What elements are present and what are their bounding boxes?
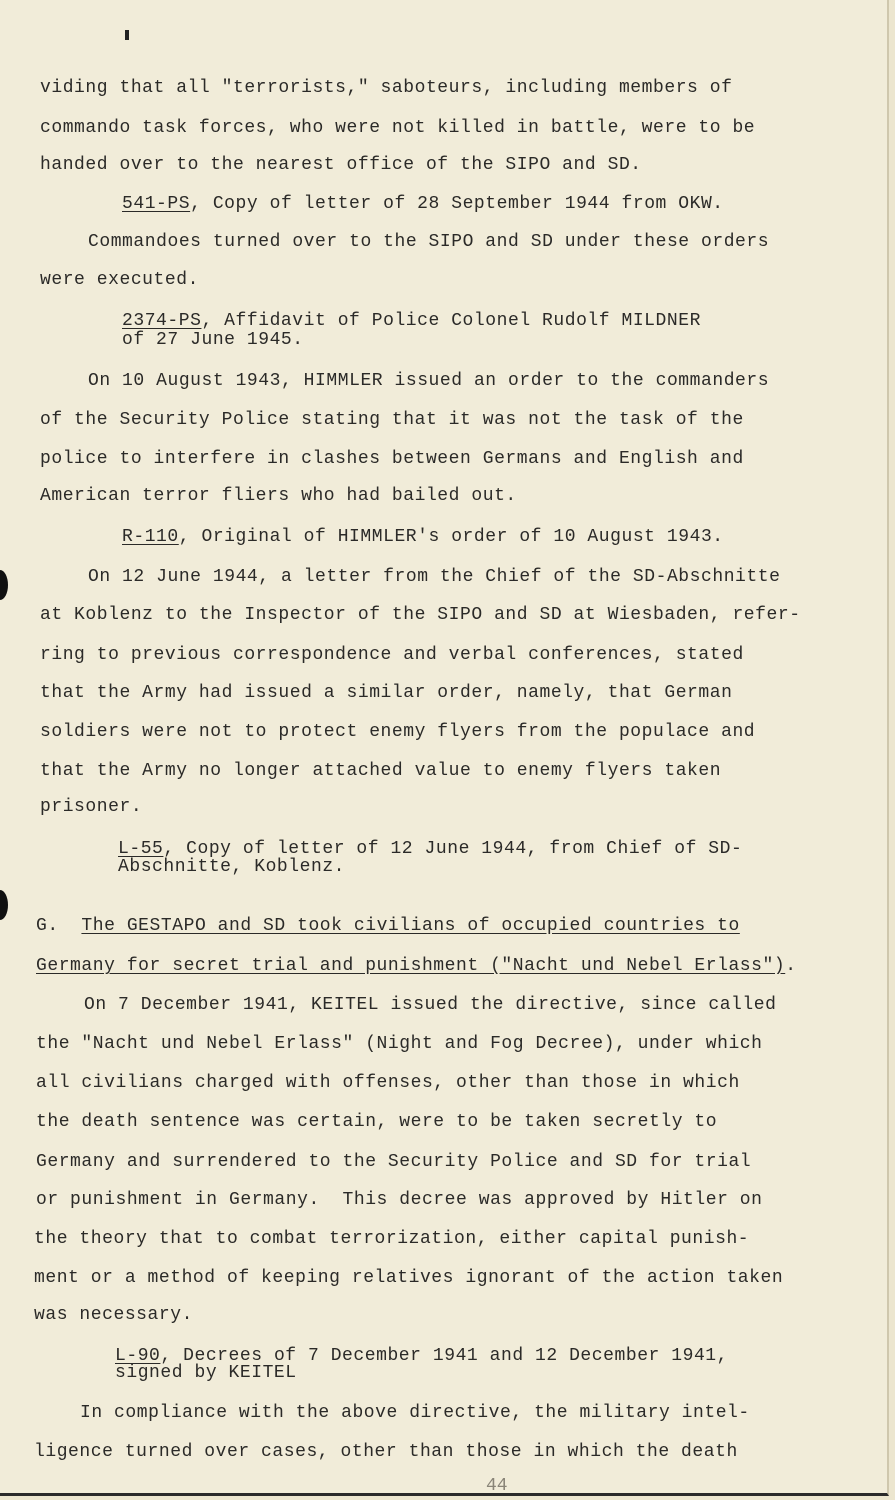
line-text: at Koblenz to the Inspector of the SIPO and SD at Wiesbaden, refer- xyxy=(40,605,801,625)
text-line xyxy=(40,486,517,506)
text-line xyxy=(40,722,755,742)
punch-hole xyxy=(0,890,8,920)
line-text: . xyxy=(785,956,797,976)
line-text: On 12 June 1944, a letter from the Chief of the SD-Abschnitte xyxy=(88,567,781,587)
line-text: prisoner. xyxy=(40,797,143,817)
line-text: , Copy of letter of 28 September 1944 from OKW. xyxy=(190,194,724,214)
line-text: Germany and surrendered to the Security Police and SD for trial xyxy=(36,1152,752,1172)
line-text: ligence turned over cases, other than those in which the death xyxy=(34,1442,738,1462)
text-line xyxy=(88,371,769,391)
text-line xyxy=(36,1112,717,1132)
punch-hole xyxy=(0,570,8,600)
line-text: commando task forces, who were not killed in battle, were to be xyxy=(40,118,756,138)
document-reference: 541-PS xyxy=(122,194,191,214)
line-text: that the Army no longer attached value to enemy flyers taken xyxy=(40,761,722,781)
text-line xyxy=(40,410,744,430)
line-text: ment or a method of keeping relatives ignorant of the action taken xyxy=(34,1268,784,1288)
text-line xyxy=(80,1403,750,1423)
section-heading: Germany for secret trial and punishment ("Nacht und Nebel Erlass") xyxy=(36,956,786,976)
line-text: viding that all "terrorists," saboteurs, including members of xyxy=(40,78,733,98)
text-line xyxy=(122,330,304,350)
line-text: signed by KEITEL xyxy=(115,1363,297,1383)
text-line xyxy=(122,311,701,331)
line-text: handed over to the nearest office of the SIPO and SD. xyxy=(40,155,642,175)
line-text: , Original of HIMMLER's order of 10 August 1943. xyxy=(178,527,724,547)
line-text: Commandoes turned over to the SIPO and SD under these orders xyxy=(88,232,770,252)
text-line xyxy=(40,645,744,665)
line-text: ring to previous correspondence and verbal conferences, stated xyxy=(40,645,744,665)
line-text: the "Nacht und Nebel Erlass" (Night and Fog Decree), under which xyxy=(36,1034,763,1054)
text-line xyxy=(40,155,642,175)
text-line xyxy=(34,1442,738,1462)
line-text: soldiers were not to protect enemy flyers from the populace and xyxy=(40,722,756,742)
text-line xyxy=(36,1073,740,1093)
line-text: of the Security Police stating that it was not the task of the xyxy=(40,410,744,430)
text-line xyxy=(40,78,732,98)
text-line xyxy=(118,839,742,859)
document-reference: 2374-PS xyxy=(122,311,202,331)
text-line xyxy=(34,1305,193,1325)
page-number: 44 xyxy=(486,1476,508,1496)
line-text: On 10 August 1943, HIMMLER issued an order to the commanders xyxy=(88,371,770,391)
section-letter: G. xyxy=(36,916,82,936)
ink-mark xyxy=(125,30,129,40)
line-text: In compliance with the above directive, the military intel- xyxy=(80,1403,750,1423)
section-heading: The GESTAPO and SD took civilians of occupied countries to xyxy=(81,916,740,936)
line-text: of 27 June 1945. xyxy=(122,330,304,350)
text-line xyxy=(122,527,724,547)
line-text: , Decrees of 7 December 1941 and 12 December 1941, xyxy=(160,1346,729,1366)
text-line xyxy=(36,916,740,936)
text-line xyxy=(40,683,732,703)
document-reference: L-90 xyxy=(115,1346,161,1366)
text-line xyxy=(122,194,724,214)
text-line xyxy=(40,797,142,817)
line-text: the death sentence was certain, were to be taken secretly to xyxy=(36,1112,718,1132)
line-text: American terror fliers who had bailed out. xyxy=(40,486,517,506)
text-line xyxy=(36,1034,763,1054)
text-line xyxy=(88,232,769,252)
text-line xyxy=(115,1363,297,1383)
text-line xyxy=(36,956,797,976)
text-line xyxy=(40,605,801,625)
document-reference: L-55 xyxy=(118,839,164,859)
line-text: the theory that to combat terrorization, either capital punish- xyxy=(34,1229,750,1249)
text-line xyxy=(34,1229,749,1249)
text-line xyxy=(40,118,755,138)
text-line xyxy=(40,270,199,290)
line-text: Abschnitte, Koblenz. xyxy=(118,857,346,877)
line-text: was necessary. xyxy=(34,1305,193,1325)
line-text: , Affidavit of Police Colonel Rudolf MILDNER xyxy=(201,311,701,331)
text-line xyxy=(40,449,744,469)
line-text: that the Army had issued a similar order, namely, that German xyxy=(40,683,733,703)
text-line xyxy=(88,567,780,587)
line-text: or punishment in Germany. This decree was approved by Hitler on xyxy=(36,1190,763,1210)
text-line xyxy=(36,1152,751,1172)
line-text: were executed. xyxy=(40,270,199,290)
line-text: police to interfere in clashes between Germans and English and xyxy=(40,449,744,469)
document-reference: R-110 xyxy=(122,527,179,547)
text-line xyxy=(118,857,345,877)
line-text: all civilians charged with offenses, other than those in which xyxy=(36,1073,740,1093)
text-line xyxy=(40,761,721,781)
line-text: , Copy of letter of 12 June 1944, from Chief of SD- xyxy=(163,839,743,859)
text-line xyxy=(34,1268,783,1288)
line-text: On 7 December 1941, KEITEL issued the directive, since called xyxy=(84,995,777,1015)
text-line xyxy=(36,1190,763,1210)
text-line xyxy=(84,995,776,1015)
